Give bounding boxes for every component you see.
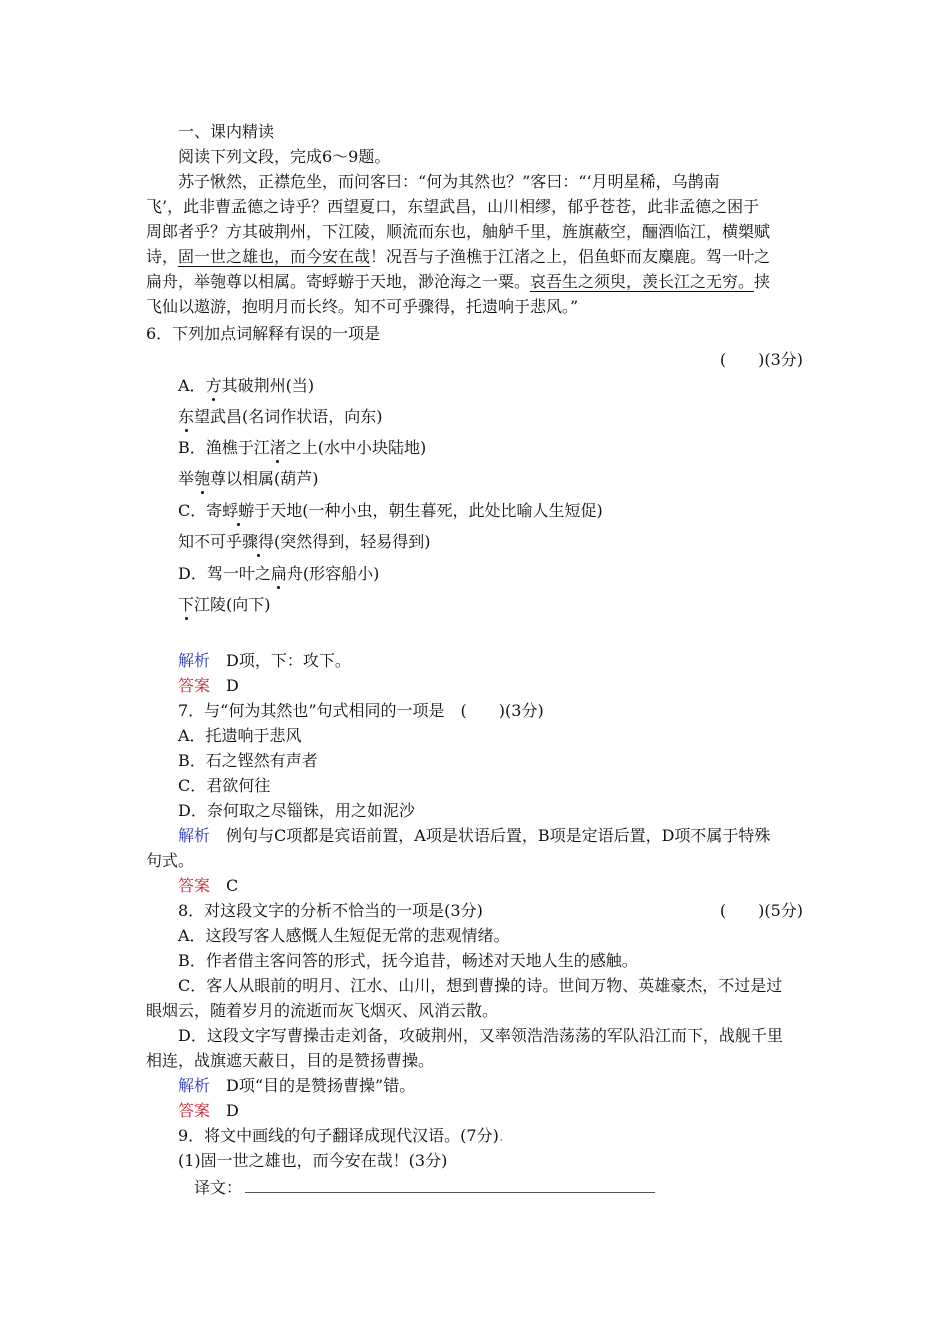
dotted-word: 东	[178, 407, 195, 426]
q6-score: ( )(3分)	[719, 350, 803, 369]
passage-text: ！况吾与子渔樵于江渚之上，侣鱼虾而友麋鹿。驾一叶之	[370, 247, 771, 266]
dotted-word: 扁	[270, 564, 287, 583]
option-text: C．寄	[178, 501, 223, 520]
option-text: 舟(形容船小)	[286, 564, 380, 583]
underlined-sentence-2: 哀吾生之须臾，羡长江之无穷。	[530, 272, 755, 291]
q8-option-d-2: 相连，战旗遮天蔽日，目的是赞扬曹操。	[146, 1051, 435, 1070]
answer-label: 答案	[178, 1101, 211, 1120]
q7-option-c: C．君欲何往	[178, 776, 271, 795]
translation-label: 译文：	[194, 1178, 243, 1197]
answer-text: C	[210, 876, 239, 895]
answer-text: D	[210, 1101, 239, 1120]
q7-option-d: D．奈何取之尽锱铢，用之如泥沙	[178, 801, 415, 820]
dotted-word: 下	[178, 595, 195, 614]
q6-analysis	[178, 649, 351, 673]
analysis-text: D项“目的是赞扬曹操”错。	[210, 1076, 416, 1095]
option-text: B．渔樵于江	[178, 438, 270, 457]
q7-stem: 7．与“何为其然也”句式相同的一项是 ( )(3分)	[178, 701, 544, 720]
q9-subquestion-1: (1)固一世之雄也，而今安在哉！(3分)	[178, 1151, 448, 1170]
q8-stem: 8．对这段文字的分析不恰当的一项是(3分)	[178, 901, 483, 920]
option-text: 尊以相属(葫芦)	[210, 469, 319, 488]
q6-stem: 6．下列加点词解释有误的一项是	[146, 324, 381, 343]
analysis-text: D项，下：攻下。	[210, 651, 351, 670]
analysis-label: 解析	[178, 826, 211, 845]
stem-mark: .	[498, 1126, 504, 1145]
answer-label: 答案	[178, 876, 211, 895]
option-text: 举	[178, 469, 195, 488]
q7-option-a: A．托遗响于悲风	[178, 726, 302, 745]
passage-text: 扁舟，举匏尊以相属。寄蜉蝣于天地，渺沧海之一粟。	[146, 272, 531, 291]
option-text: 其破荆州(当)	[221, 376, 315, 395]
q6-option-b-1	[178, 436, 426, 460]
q8-analysis	[178, 1074, 415, 1098]
q8-score: ( )(5分)	[719, 901, 803, 920]
q7-analysis	[178, 824, 770, 848]
q8-option-d-1: D．这段文字写曹操击走刘备，攻破荆州，又率领浩浩荡荡的军队沿江而下，战舰千里	[178, 1026, 783, 1045]
dotted-word: 匏	[194, 469, 211, 488]
q6-option-b-2	[178, 467, 319, 491]
q7-analysis-cont: 句式。	[146, 851, 195, 870]
underlined-sentence-1: 固一世之雄也，而今安在哉	[178, 247, 371, 266]
option-text: 之上(水中小块陆地)	[285, 438, 427, 457]
q9-stem	[178, 1124, 504, 1148]
q7-option-b: B．石之铿然有声者	[178, 751, 318, 770]
translation-answer-line[interactable]	[245, 1192, 655, 1193]
option-text: 于天地(一种小虫，朝生暮死，此处比喻人生短促)	[254, 501, 603, 520]
q6-option-c-1	[178, 499, 603, 523]
passage-line-5	[146, 270, 770, 294]
passage-line-6: 飞仙以遨游，抱明月而长终。知不可乎骤得，托遗响于悲风。”	[146, 297, 579, 316]
q6-option-a-2	[178, 405, 383, 429]
option-text: A．	[178, 376, 206, 395]
analysis-text: 例句与C项都是宾语前置，A项是状语后置，B项是定语后置，D项不属于特殊	[210, 826, 771, 845]
section-title: 一、课内精读	[178, 122, 275, 141]
q8-option-b: B．作者借主客问答的形式，抚今追昔，畅述对天地人生的感触。	[178, 951, 638, 970]
q8-option-c-1: C．客人从眼前的明月、江水、山川，想到曹操的诗。世间万物、英雄豪杰，不过是过	[178, 976, 783, 995]
option-text: 望武昌(名词作状语，向东)	[194, 407, 383, 426]
passage-line-3: 周郎者乎？方其破荆州，下江陵，顺流而东也，舳舻千里，旌旗蔽空，酾酒临江，横槊赋	[146, 222, 771, 241]
answer-label: 答案	[178, 676, 211, 695]
dotted-word: 骤得	[242, 532, 275, 551]
passage-line-1: 苏子愀然，正襟危坐，而问客曰：“何为其然也？”客曰：“‘月明星稀，乌鹊南	[178, 172, 720, 191]
answer-text: D	[210, 676, 239, 695]
q8-option-c-2: 眼烟云，随着岁月的流逝而灰飞烟灭、风消云散。	[146, 1001, 499, 1020]
analysis-label: 解析	[178, 651, 211, 670]
dotted-word: 方	[205, 376, 222, 395]
dotted-word: 蜉蝣	[222, 501, 255, 520]
q6-option-d-1	[178, 562, 379, 586]
option-text: D．驾一叶之	[178, 564, 271, 583]
dotted-word: 渚	[269, 438, 286, 457]
q8-option-a: A．这段写客人感慨人生短促无常的悲观情绪。	[178, 926, 510, 945]
option-text: 江陵(向下)	[194, 595, 271, 614]
option-text: 知不可乎	[178, 532, 243, 551]
passage-text: 挟	[754, 272, 771, 291]
passage-line-2: 飞’，此非曹孟德之诗乎？西望夏口，东望武昌，山川相缪，郁乎苍苍，此非孟德之困于	[146, 197, 760, 216]
q7-answer	[178, 874, 238, 898]
q9-stem-text: 9．将文中画线的句子翻译成现代汉语。(7分)	[178, 1126, 499, 1145]
passage-line-4	[146, 245, 770, 269]
passage-text: 诗，	[146, 247, 179, 266]
q6-option-a-1	[178, 374, 314, 398]
analysis-label: 解析	[178, 1076, 211, 1095]
option-text: (突然得到，轻易得到)	[274, 532, 431, 551]
q6-answer	[178, 674, 239, 698]
q6-option-c-2	[178, 530, 431, 554]
q8-answer	[178, 1099, 239, 1123]
q6-option-d-2	[178, 593, 271, 617]
instructions: 阅读下列文段，完成6～9题。	[178, 147, 391, 166]
